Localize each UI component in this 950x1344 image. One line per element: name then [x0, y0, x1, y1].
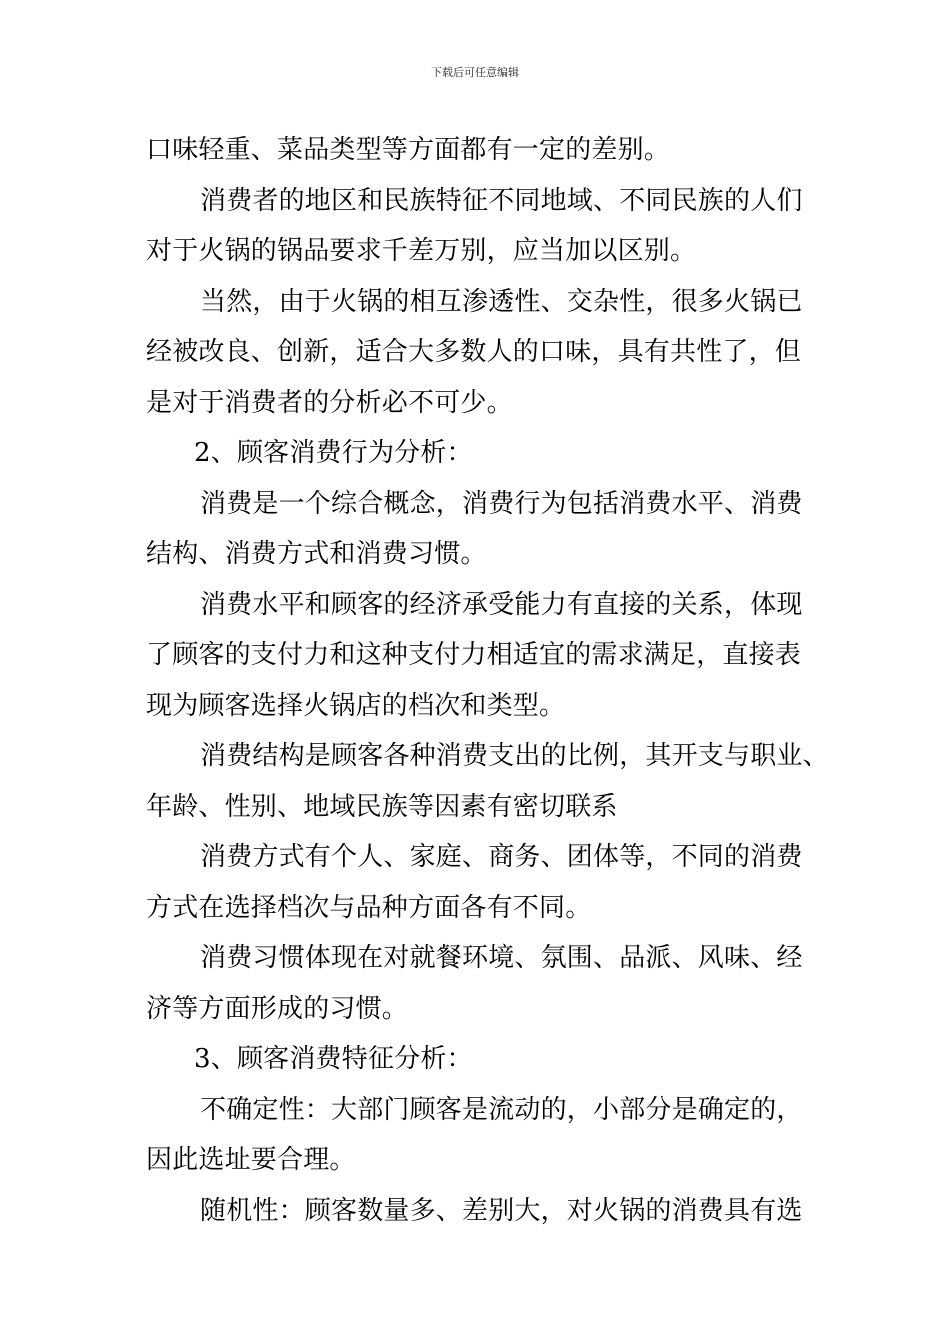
page-header: 下载后可任意编辑	[431, 66, 519, 79]
paragraph-start-line: 消费水平和顾客的经济承受能力有直接的关系，体现	[200, 589, 803, 620]
paragraph-start-line: 消费者的地区和民族特征不同地域、不同民族的人们	[200, 185, 803, 216]
text-line: 经被改良、创新，适合大多数人的口味，具有共性了，但	[146, 337, 802, 367]
text-line: 了顾客的支付力和这种支付力相适宜的需求满足，直接表	[146, 640, 802, 670]
text-line: 济等方面形成的习惯。	[146, 993, 409, 1024]
document-body	[146, 125, 829, 1236]
text-line: 口味轻重、菜品类型等方面都有一定的差别。	[146, 135, 671, 165]
text-line: 结构、消费方式和消费习惯。	[146, 539, 487, 569]
text-line: 因此选址要合理。	[146, 1145, 356, 1175]
text-line: 对于火锅的锅品要求千差万别，应当加以区别。	[146, 236, 697, 266]
text-line: 方式在选择档次与品种方面各有不同。	[146, 892, 592, 923]
text-line: 现为顾客选择火锅店的档次和类型。	[146, 690, 566, 721]
paragraph-start-line: 消费是一个综合概念，消费行为包括消费水平、消费	[200, 488, 803, 519]
paragraph-start-line: 随机性：顾客数量多、差别大，对火锅的消费具有选	[200, 1195, 803, 1226]
section-heading: 2、顾客消费行为分析：	[194, 438, 473, 468]
paragraph-start-line: 消费习惯体现在对就餐环境、氛围、品派、风味、经	[200, 943, 803, 973]
section-heading: 3、顾客消费特征分析：	[194, 1044, 473, 1074]
text-line: 是对于消费者的分析必不可少。	[146, 387, 513, 418]
text-line: 年龄、性别、地域民族等因素有密切联系	[146, 791, 618, 822]
paragraph-start-line: 不确定性：大部门顾客是流动的，小部分是确定的，	[200, 1094, 803, 1125]
paragraph-start-line: 消费结构是顾客各种消费支出的比例，其开支与职业、	[200, 741, 829, 771]
paragraph-start-line: 消费方式有个人、家庭、商务、团体等，不同的消费	[200, 842, 803, 872]
paragraph-start-line: 当然，由于火锅的相互渗透性、交杂性，很多火锅已	[200, 286, 803, 317]
